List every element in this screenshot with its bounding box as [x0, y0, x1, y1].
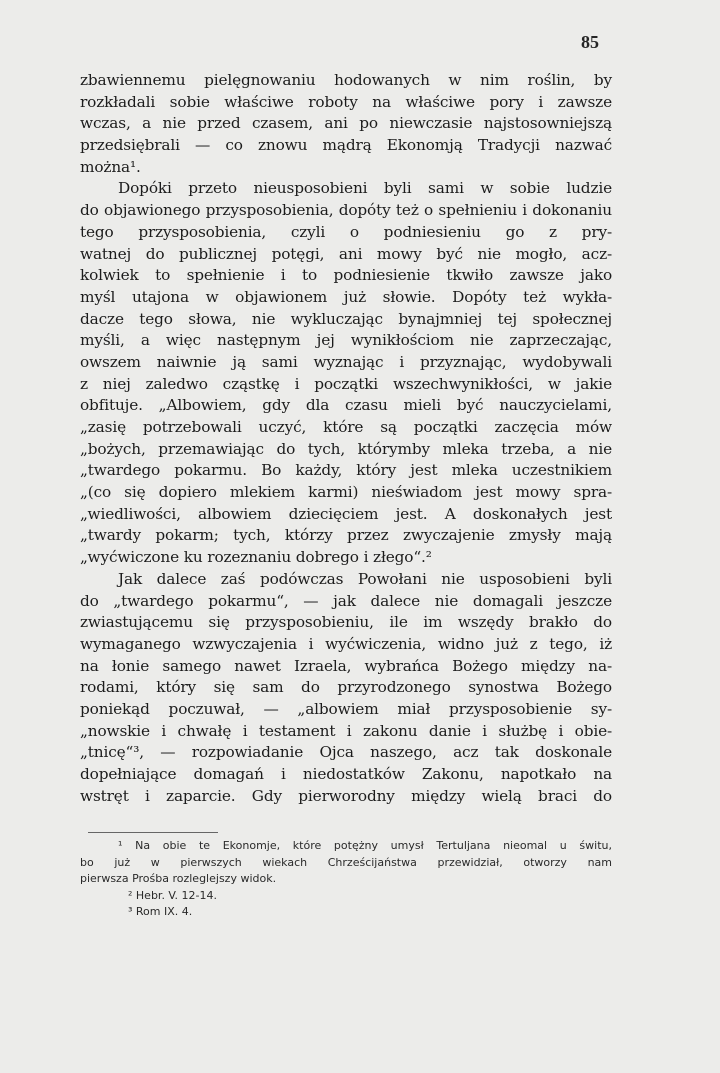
text-line: zwiastującemu się przysposobieniu, ile im wszędy brakło do [80, 613, 612, 632]
page-number: 85 [581, 32, 599, 52]
text-line: wczas, a nie przed czasem, ani po niewczasie najstosowniejszą [80, 114, 612, 133]
text-line: rozkładali sobie właściwe roboty na właściwe pory i zawsze [80, 92, 612, 111]
footnotes [80, 838, 612, 921]
text-line: do „twardego pokarmu“, — jak dalece nie domagali jeszcze [80, 591, 612, 610]
text-line: przedsiębrali — co znowu mądrą Ekonomją Tradycji nazwać [80, 136, 612, 155]
body-text [80, 70, 612, 807]
text-line: rodami, który się sam do przyrodzonego synostwa Bożego [80, 678, 612, 697]
text-line: poniekąd poczuwał, — „albowiem miał przysposobienie sy- [80, 699, 612, 718]
text-line: z niej zaledwo cząstkę i początki wszechwynikłości, w jakie [80, 374, 612, 393]
footnote-3: ³ Rom IX. 4. [128, 905, 193, 918]
text-line: „nowskie i chwałę i testament i zakonu danie i służbę i obie- [80, 721, 612, 740]
footnote-2: ² Hebr. V. 12-14. [128, 888, 217, 902]
text-line: „wyćwiczone ku rozeznaniu dobrego i złego“.² [80, 548, 432, 567]
text-line: zbawiennemu pielęgnowaniu hodowanych w nim roślin, by [80, 71, 612, 89]
text-line: owszem naiwnie ją sami wyznając i przyznając, wydobywali [80, 352, 612, 371]
text-line: „(co się dopiero mlekiem karmi) nieświadom jest mowy spra- [80, 483, 612, 502]
text-line: „wiedliwości, albowiem dziecięciem jest. A doskonałych jest [80, 504, 612, 523]
text-line: Jak dalece zaś podówczas Powołani nie usposobieni byli [118, 569, 612, 588]
footnote-divider [88, 832, 218, 833]
text-line: „twardego pokarmu. Bo każdy, który jest mleka uczestnikiem [80, 461, 612, 480]
text-line: „bożych, przemawiając do tych, którymby mleka trzeba, a nie [80, 439, 612, 458]
text-line: wymaganego wzwyczajenia i wyćwiczenia, widno już z tego, iż [80, 634, 612, 653]
text-line: „twardy pokarm; tych, którzy przez zwyczajenie zmysły mają [80, 526, 612, 545]
text-line: watnej do publicznej potęgi, ani mowy być nie mogło, acz- [80, 244, 612, 263]
text-line: kolwiek to spełnienie i to podniesienie tkwiło zawsze jako [80, 266, 612, 285]
footnote-1-line: bo już w pierwszych wiekach Chrześcijaństwa przewidział, otworzy nam [80, 855, 612, 869]
text-line: dacze tego słowa, nie wykluczając bynajmniej tej społecznej [80, 309, 612, 328]
text-line: wstręt i zaparcie. Gdy pierworodny między wielą braci do [80, 786, 612, 805]
text-line: „zasię potrzebowali uczyć, które są początki zaczęcia mów [80, 418, 612, 437]
text-line: można¹. [80, 157, 141, 176]
text-line: myśl utajona w objawionem już słowie. Dopóty też wykła- [80, 287, 612, 306]
text-line-wrapped [80, 200, 612, 243]
footnote-1-line: pierwsza Prośba rozleglejszy widok. [80, 872, 277, 885]
footnote-1-line: ¹ Na obie te Ekonomje, które potężny umysł Tertuljana nieomal u świtu, [118, 839, 612, 852]
text-line: „tnicę“³, — rozpowiadanie Ojca naszego, acz tak doskonale [80, 743, 612, 762]
text-line: Dopóki przeto nieusposobieni byli sami w sobie ludzie [118, 179, 612, 198]
text-wrapped-content: do objawionego przysposobienia, dopóty też o spełnieniu i dokonaniu tego przysposobienia, czyli o podniesieniu go z pry- [80, 201, 612, 241]
text-line: na łonie samego nawet Izraela, wybrańca Bożego między na- [80, 656, 612, 675]
text-line: dopełniające domagań i niedostatków Zakonu, napotkało na [80, 765, 612, 784]
text-line: obfituje. „Albowiem, gdy dla czasu mieli być nauczycielami, [80, 396, 612, 415]
text-line: myśli, a więc następnym jej wynikłościom nie zaprzeczając, [80, 331, 612, 350]
